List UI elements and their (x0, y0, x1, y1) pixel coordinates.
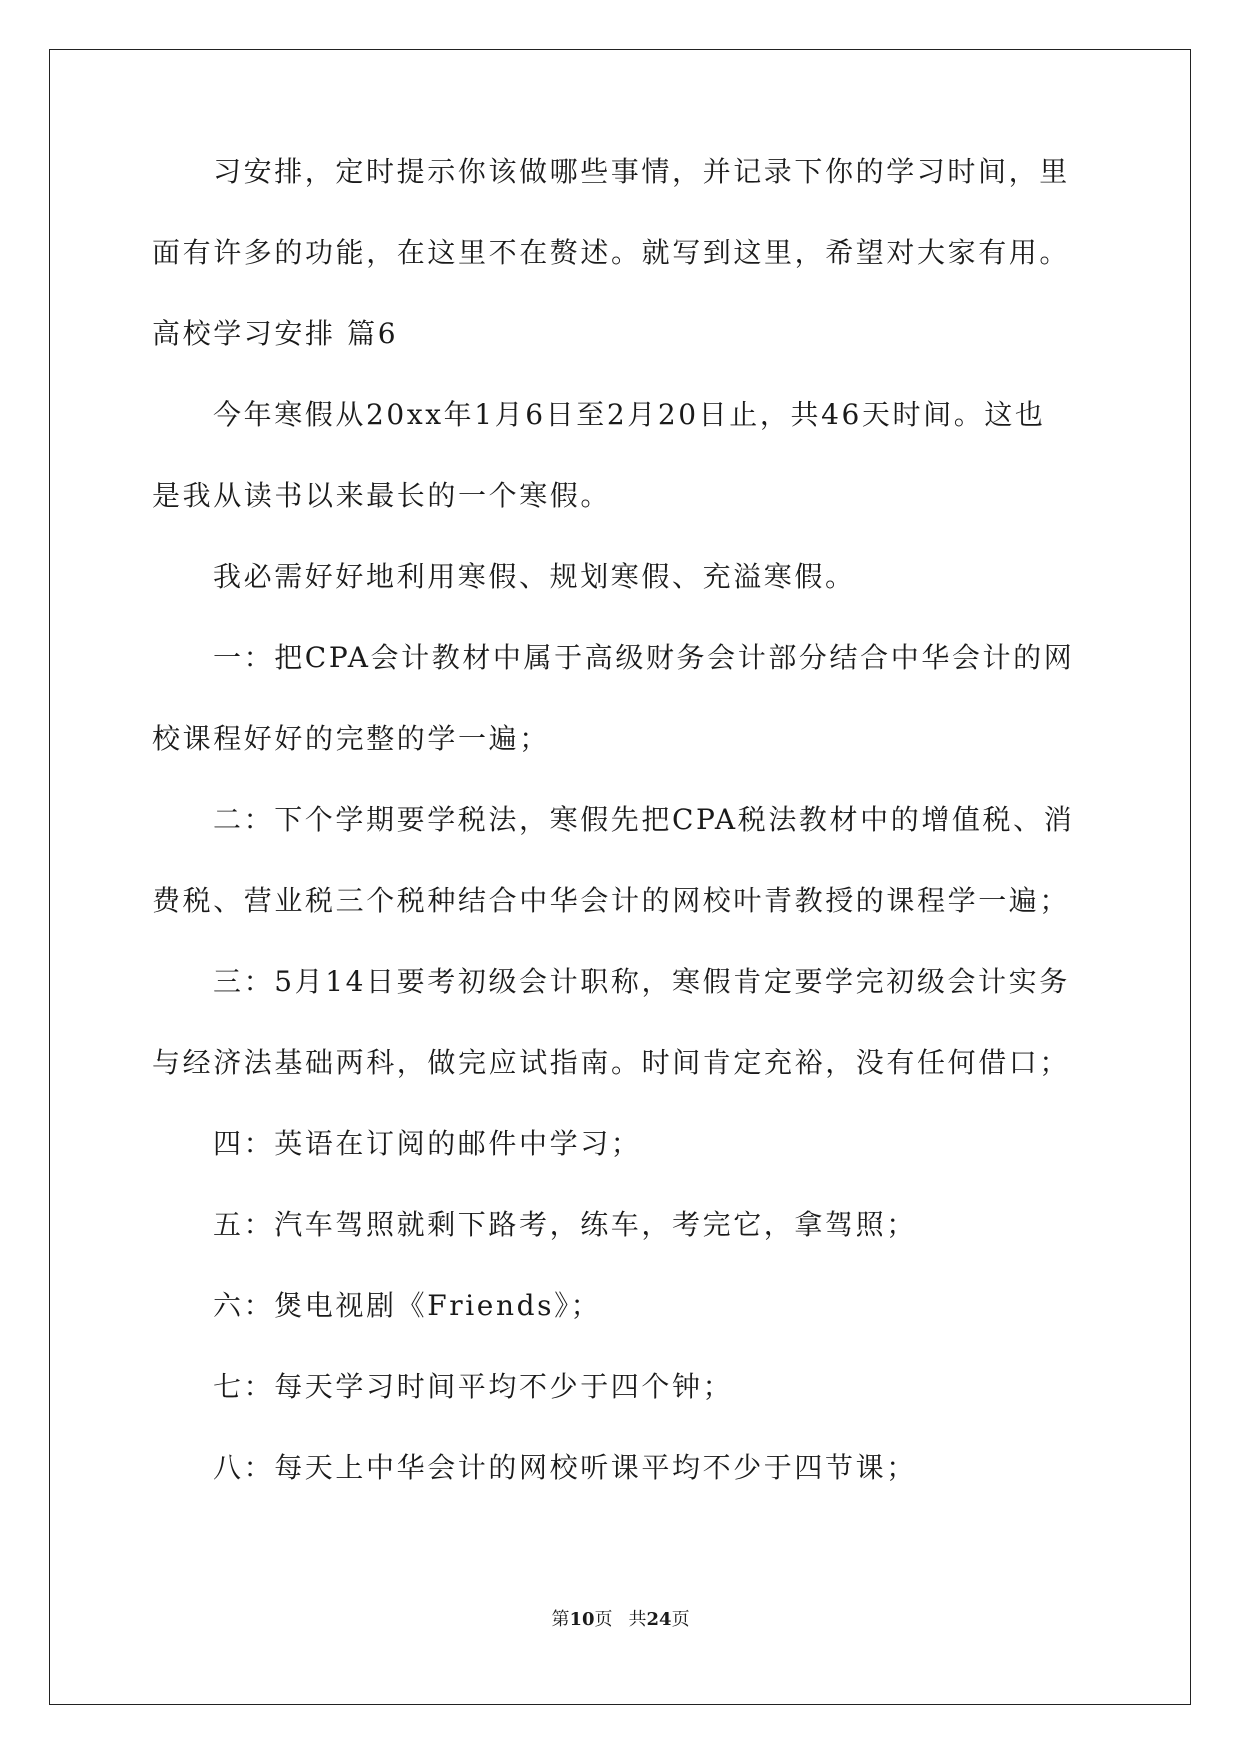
list-item-line: 六：煲电视剧《Friends》； (213, 1289, 602, 1322)
paragraph-line: 面有许多的功能，在这里不在赘述。就写到这里，希望对大家有用。 (152, 236, 1071, 269)
footer-total-prefix: 共 (628, 1609, 647, 1630)
total-pages-number: 24 (646, 1609, 672, 1630)
list-item-line: 一：把CPA会计教材中属于高级财务会计部分结合中华会计的网 (213, 641, 1075, 674)
footer-total-suffix: 页 (671, 1609, 690, 1630)
paragraph-line: 今年寒假从20xx年1月6日至2月20日止，共46天时间。这也 (213, 398, 1046, 431)
list-item-line: 四：英语在订阅的邮件中学习； (213, 1127, 642, 1160)
paragraph-line: 习安排，定时提示你该做哪些事情，并记录下你的学习时间，里 (213, 155, 1070, 188)
list-item-line: 八：每天上中华会计的网校听课平均不少于四节课； (213, 1451, 917, 1484)
page-footer (0, 1608, 1241, 1632)
list-item-line: 七：每天学习时间平均不少于四个钟； (213, 1370, 734, 1403)
list-item-line: 费税、营业税三个税种结合中华会计的网校叶青教授的课程学一遍； (152, 884, 1071, 917)
footer-prefix: 第 (551, 1609, 570, 1630)
current-page-number: 10 (569, 1609, 595, 1630)
section-heading: 高校学习安排 篇6 (152, 317, 399, 350)
list-item-line: 五：汽车驾照就剩下路考，练车，考完它，拿驾照； (213, 1208, 917, 1241)
list-item-line: 与经济法基础两科，做完应试指南。时间肯定充裕，没有任何借口； (152, 1046, 1071, 1079)
paragraph-line: 是我从读书以来最长的一个寒假。 (152, 479, 612, 512)
list-item-line: 二：下个学期要学税法，寒假先把CPA税法教材中的增值税、消 (213, 803, 1075, 836)
footer-page-word: 页 (594, 1609, 613, 1630)
paragraph-line: 我必需好好地利用寒假、规划寒假、充溢寒假。 (213, 560, 856, 593)
list-item-line: 校课程好好的完整的学一遍； (152, 722, 550, 755)
list-item-line: 三：5月14日要考初级会计职称，寒假肯定要学完初级会计实务 (213, 965, 1070, 998)
